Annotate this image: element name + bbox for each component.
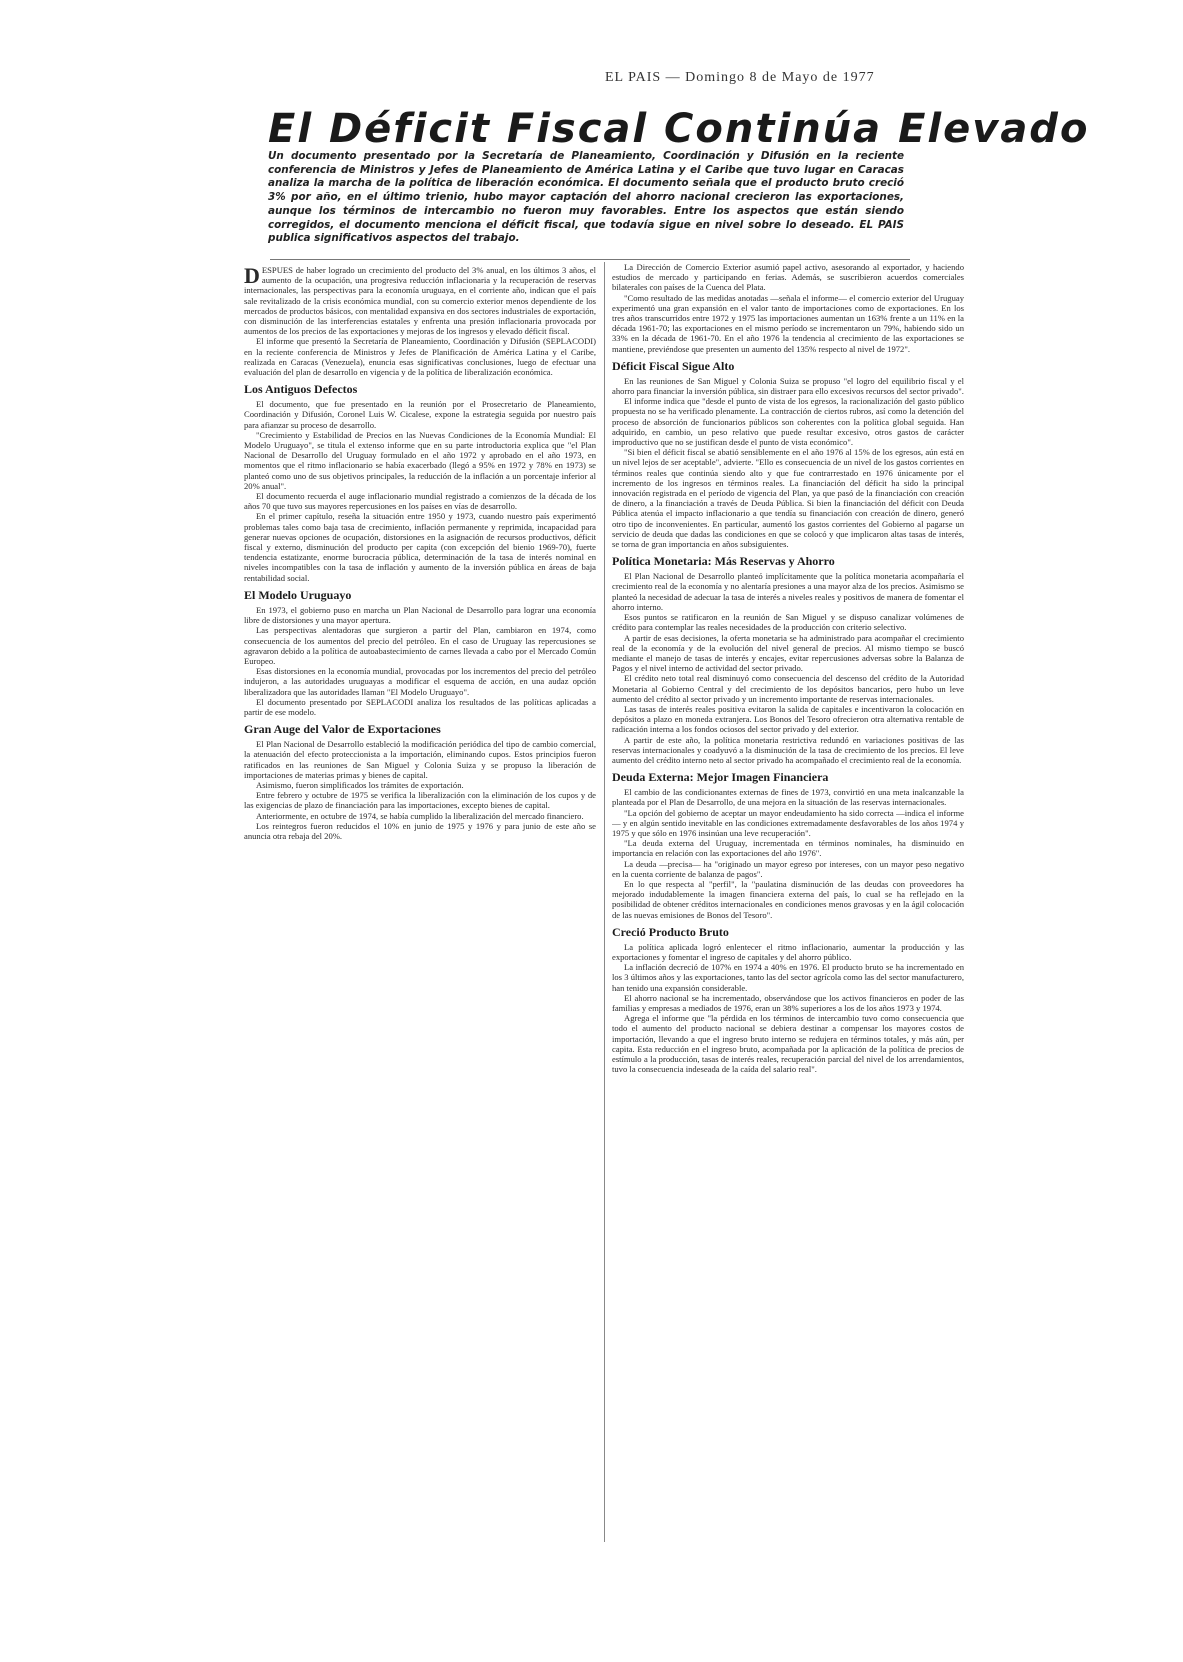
paragraph: Los reintegros fueron reducidos el 10% en junio de 1975 y 1976 y para junio de este año se anuncia otra rebaja del 20%. bbox=[244, 820, 596, 841]
paragraph: La Dirección de Comercio Exterior asumió papel activo, asesorando al exportador, y haciendo estudios de mercado y participando en ferias. Además, se suscribieron acuerdos comerciales bilaterales con países de la Cuenca del Plata. bbox=[612, 262, 964, 293]
paragraph: La deuda —precisa— ha "originado un mayor egreso por intereses, con un mayor peso negativo en la cuenta corriente de balanza de pagos". bbox=[612, 858, 964, 879]
paragraph: "Como resultado de las medidas anotadas —señala el informe— el comercio exterior del Uruguay experimentó una gran expansión en el valor tanto de importaciones como de exportaciones. En los tres años transcurridos entre 1972 y 1975 las importaciones aumentan un 163% frente a un 11% en la década 1961-70; las exportaciones en el mismo período se incrementaron un 79%, habiendo sido un 33% en la década de 1961-70. En el año 1976 la tendencia al crecimiento de las exportaciones se mantiene, previéndose que presenten un aumento del 135% respecto al nivel de 1972". bbox=[612, 292, 964, 354]
paragraph: "La deuda externa del Uruguay, incrementada en términos nominales, ha disminuido en importancia en relación con las exportaciones del año 1976". bbox=[612, 838, 964, 859]
paragraph: El crédito neto total real disminuyó como consecuencia del descenso del crédito de la Autoridad Monetaria al Gobierno Central y del crecimiento de los depósitos bancarios, pero hubo un leve aumento del crédito al sector privado y un incremento importante de reservas internacionales. bbox=[612, 673, 964, 704]
paragraph: Asimismo, fueron simplificados los trámites de exportación. bbox=[256, 779, 464, 790]
paragraph: El documento recuerda el auge inflacionario mundial registrado a comienzos de la década de los años 70 que tuvo sus mayores repercusiones en los países en vías de desarrollo. bbox=[244, 491, 596, 512]
paragraph: Las tasas de interés reales positiva evitaron la salida de capitales e incentivaron la colocación en depósitos a plazo en moneda extranjera. Los Bonos del Tesoro ofrecieron otra alternativa rentable de radicación interna a los fondos ociosos del sector privado y del exterior. bbox=[612, 703, 964, 735]
paragraph: "Si bien el déficit fiscal se abatió sensiblemente en el año 1976 al 15% de los egresos, aún está en un nivel lejos de ser aceptable", advierte. "Ello es consecuencia de un nivel de los gastos corrientes en términos reales que continúa siendo alto y que fue contrarrestado en 1976 únicamente por el incremento de los ingresos en términos reales. La financiación del déficit ha sido la principal innovación registrada en el período de vigencia del Plan, ya que pasó de la financiación con creación de dinero, a la financiación a través de Deuda Pública. Si bien la financiación del déficit con Deuda Pública atenúa el impacto inflacionario a que tendía su financiación con creación de dinero, generó otro tipo de inconvenientes. En particular, aumentó los gastos corrientes del Gobierno al pagarse un servicio de deuda que dadas las condiciones en que se colocó y que implicaron altas tasas de interés, se torna de gran importancia en años subsiguientes. bbox=[612, 447, 964, 550]
paragraph: El Plan Nacional de Desarrollo estableció la modificación periódica del tipo de cambio comercial, la atenuación del efecto proteccionista a la importación, eliminando cupos. Estos principios fueron ratificados en las reuniones de San Miguel y Colonia Suiza y se propuso la liberación de importaciones de materias primas y bienes de capital. bbox=[244, 739, 596, 780]
paragraph: Anteriormente, en octubre de 1974, se había cumplido la liberalización del mercado financiero. bbox=[256, 810, 584, 821]
paragraph: Entre febrero y octubre de 1975 se verifica la liberalización con la eliminación de los cupos y de las exigencias de plazo de financiación para las importaciones, excepto bienes de capital. bbox=[244, 790, 596, 811]
paragraph: "La opción del gobierno de aceptar un mayor endeudamiento ha sido correcta —indica el informe— y en algún sentido inevitable en las condiciones extremadamente desfavorables de los años 1974 y 1975 y que sólo en 1976 insinúan una leve recuperación". bbox=[612, 807, 964, 838]
paragraph: El informe indica que "desde el punto de vista de los egresos, la racionalización del gasto público propuesta no se ha verificado plenamente. La contracción de ciertos rubros, así como la detención del proceso de absorción de funcionarios públicos son coherentes con la política global seguida. Han adquirido, en cambio, un peso relativo que puede resultar excesivo, otros gastos de carácter improductivo que no se justifican desde el punto de vista económico". bbox=[612, 396, 964, 448]
subheading-crecio-producto: Creció Producto Bruto bbox=[612, 924, 729, 939]
lead-divider bbox=[270, 259, 910, 260]
article-lead: Un documento presentado por la Secretaría de Planeamiento, Coordinación y Difusión en la reciente conferencia de Ministros y Jefes de Planeamiento de América Latina y el Caribe que tuvo lugar en Caracas analiza la marcha de la política de liberación económica. El documento señala que el producto bruto creció 3% por año, en el último trienio, hubo mayor captación del ahorro nacional crecieron las exportaciones, aunque los términos de intercambio no fueron muy favorables. Entre los aspectos que están siendo corregidos, el documento menciona el déficit fiscal, que todavía sigue en nivel sobre lo deseado. EL PAIS publica significativos aspectos del trabajo. bbox=[268, 150, 904, 245]
paragraph: En lo que respecta al "perfil", la "paulatina disminución de las deudas con proveedores ha mejorado indudablemente la imagen financiera externa del país, lo cual se ha reflejado en la posibilidad de obtener créditos internacionales en condiciones menos gravosas y en la ágil colocación de las nuevas emisiones de Bonos del Tesoro". bbox=[612, 878, 964, 920]
paragraph: El documento presentado por SEPLACODI analiza los resultados de las políticas aplicadas a partir de ese modelo. bbox=[244, 696, 596, 717]
paragraph: A partir de esas decisiones, la oferta monetaria se ha administrado para acompañar el crecimiento real de la economía y de la evolución del nivel general de precios. Al mismo tiempo se buscó mediante el manejo de tasas de interés y encajes, evitar repercusiones adversas sobre la Balanza de Pagos y el nivel interno de actividad del sector privado. bbox=[612, 632, 964, 674]
column-divider bbox=[604, 262, 605, 1542]
paragraph: En 1973, el gobierno puso en marcha un Plan Nacional de Desarrollo para lograr una economía libre de distorsiones y una mayor apertura. bbox=[244, 604, 596, 626]
paragraph: Esas distorsiones en la economía mundial, provocadas por los incrementos del precio del petróleo indujeron, a las autoridades uruguayas a modificar el esquema de acción, en una audaz opción liberalizadora que las autoridades llaman "El Modelo Uruguayo". bbox=[244, 666, 596, 697]
subheading-gran-auge: Gran Auge del Valor de Exportaciones bbox=[244, 722, 441, 737]
article-title: El Déficit Fiscal Continúa Elevado bbox=[268, 106, 1090, 152]
paragraph: En el primer capítulo, reseña la situación entre 1950 y 1973, cuando nuestro país experimentó problemas tales como baja tasa de crecimiento, inflación permanente y reprimida, incapacidad para generar nuevas opciones de ocupación, distorsiones en la asignación de recursos productivos, déficit fiscal y externo, disminución del producto per capita (con excepción del bienio 1969-70), fuerte tendencia estatizante, enorme burocracia pública, determinación de la tasa de interés nominal en niveles incompatibles con la tasa de inflación y aumento de la inversión pública en áreas de baja rentabilidad social. bbox=[244, 511, 596, 583]
masthead-line: EL PAIS — Domingo 8 de Mayo de 1977 bbox=[605, 70, 875, 85]
paragraph: El ahorro nacional se ha incrementado, observándose que los activos financieros en poder de las familias y empresas a mediados de 1976, eran un 38% superiores a los de los años 1973 y 1974. bbox=[612, 992, 964, 1013]
paragraph: El Plan Nacional de Desarrollo planteó implícitamente que la política monetaria acompañaría el crecimiento real de la economía y no alentaría presiones a una mayor alza de los precios. Asimismo se planteó la necesidad de adecuar la tasa de interés a niveles reales y positivos de manera de fomentar el ahorro interno. bbox=[612, 571, 964, 612]
paragraph: La inflación decreció de 107% en 1974 a 40% en 1976. El producto bruto se ha incrementado en los 3 últimos años y las exportaciones, tanto las del sector agrícola como las del sector manufacturero, han tenido una expansión considerable. bbox=[612, 962, 964, 993]
subheading-modelo-uruguayo: El Modelo Uruguayo bbox=[244, 587, 352, 602]
subheading-antiguos-defectos: Los Antiguos Defectos bbox=[244, 382, 358, 397]
paragraph: A partir de este año, la política monetaria restrictiva redundó en variaciones positivas de las reservas internacionales y coadyuvó a la disminución de la tasa de crecimiento de los precios. El leve aumento del crédito interno neto al sector privado ha acompañado el crecimiento real de la economía. bbox=[612, 734, 964, 765]
paragraph: El informe que presentó la Secretaría de Planeamiento, Coordinación y Difusión (SEPLACODI) en la reciente conferencia de Ministros y Jefes de Planificación de América Latina y el Caribe, realizada en Caracas (Venezuela), enuncia esas significativas conclusiones, luego de efectuar una evaluación del plan de desarrollo en vigencia y de la política de liberalización económica. bbox=[244, 336, 596, 378]
paragraph: En las reuniones de San Miguel y Colonia Suiza se propuso "el logro del equilibrio fiscal y el ahorro para financiar la inversión pública, sin distraer para ello excesivos recursos del sector privado". bbox=[612, 375, 964, 397]
column-left bbox=[244, 265, 596, 1540]
paragraph: La política aplicada logró enlentecer el ritmo inflacionario, aumentar la producción y las exportaciones y fomentar el ingreso de capitales y del ahorro público. bbox=[612, 941, 964, 962]
subheading-deficit-fiscal: Déficit Fiscal Sigue Alto bbox=[612, 358, 735, 373]
paragraph: "Crecimiento y Estabilidad de Precios en las Nuevas Condiciones de la Economía Mundial: El Modelo Uruguayo", se titula el extenso informe que en su parte introductoria explica que "el Plan Nacional de Desarrollo del Uruguay formulado en el año 1972 y aprobado en el año 1973, en momentos que el ritmo inflacionario se había exacerbado (llegó a 95% en 1972 y 78% en 1973) se planteó como uno de sus objetivos principales, la reducción de la inflación a un porcentaje inferior al 20% anual". bbox=[244, 429, 596, 491]
column-right bbox=[612, 262, 964, 1642]
paragraph: Agrega el informe que "la pérdida en los términos de intercambio tuvo como consecuencia que todo el aumento del producto nacional se debiera destinar a compensar los mayores costos de importación, llevando a que el ingreso bruto interno se redujera en términos totales, y más aún, per capita. Esta reducción en el ingreso bruto, acompañada por la aplicación de la política de precios de estímulo a la producción, tasas de interés reales, recuperación parcial del nivel de los arrendamientos, tuvo la consecuencia indeseada de la caída del salario real". bbox=[612, 1013, 964, 1075]
paragraph: DESPUES de haber logrado un crecimiento del producto del 3% anual, en los últimos 3 años, el aumento de la ocupación, una progresiva reducción inflacionaria y la recuperación de reservas internacionales, las perspectivas para la economía uruguaya, en el corriente año, indican que el país sale revitalizado de la crisis económica mundial, con su comercio exterior menos dependiente de los mercados de productos básicos, con mentalidad expansiva en dos sectores industriales de exportación, con disminución de las interferencias estatales y enfrenta una presión inflacionaria provocada por aumentos de los precios de las exportaciones y mejoras de los ingresos y elevado déficit fiscal. bbox=[244, 265, 596, 337]
subheading-politica-monetaria: Política Monetaria: Más Reservas y Ahorro bbox=[612, 554, 835, 569]
paragraph: El cambio de las condicionantes externas de fines de 1973, convirtió en una meta inalcanzable la planteada por el Plan de Desarrollo, de una mejora en la situación de las reservas internacionales. bbox=[612, 787, 964, 808]
subheading-deuda-externa: Deuda Externa: Mejor Imagen Financiera bbox=[612, 770, 829, 785]
paragraph: Esos puntos se ratificaron en la reunión de San Miguel y se dispuso canalizar volúmenes de crédito para contemplar las reales necesidades de la producción con criterio selectivo. bbox=[612, 612, 964, 633]
paragraph: El documento, que fue presentado en la reunión por el Prosecretario de Planeamiento, Coordinación y Difusión, Coronel Luis W. Cicalese, expone la estrategia seguida por nuestro país para afianzar su proceso de desarrollo. bbox=[244, 399, 596, 430]
paragraph: Las perspectivas alentadoras que surgieron a partir del Plan, cambiaron en 1974, como consecuencia de los aumentos del precio del petróleo. En el caso de Uruguay las repercusiones se agravaron debido a la política de autoabastecimiento de carnes llevada a cabo por el Mercado Común Europeo. bbox=[244, 625, 596, 666]
